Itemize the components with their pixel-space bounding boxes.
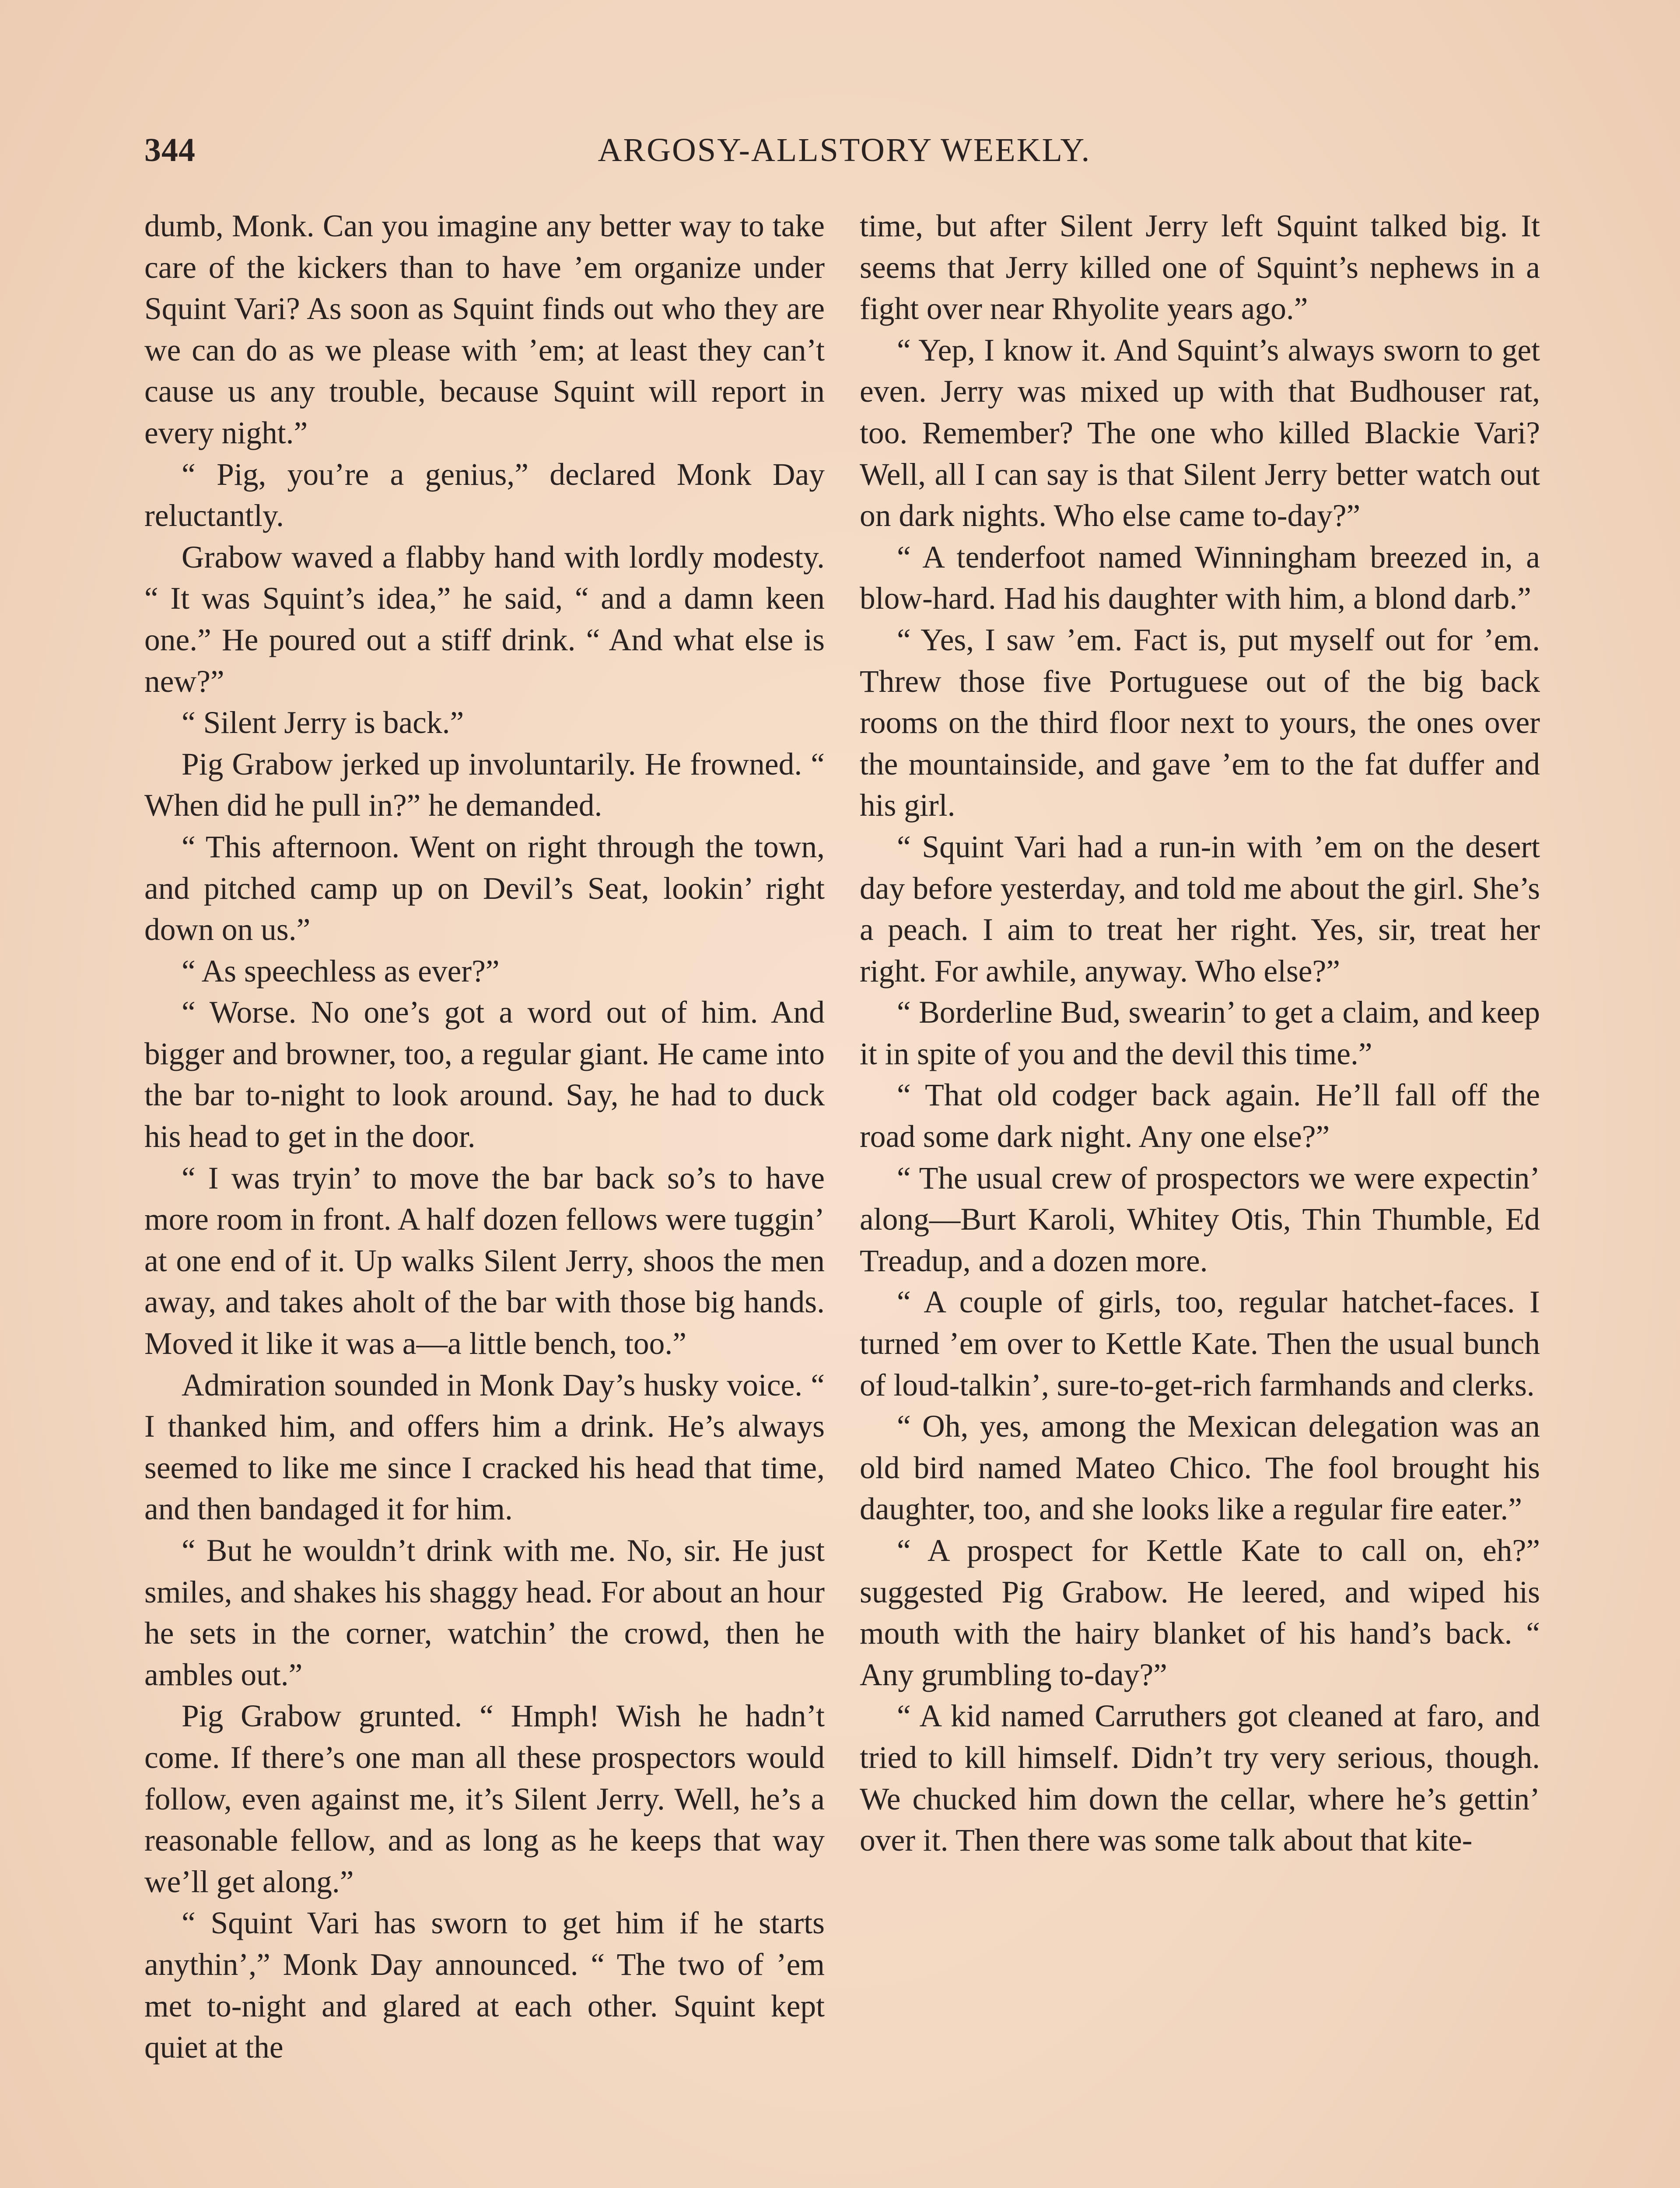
paragraph: “ Silent Jerry is back.” (182, 705, 464, 740)
paragraph: “ A tenderfoot named Winningham breezed in, a blow-hard. Had his daughter with him, a blond darb.” (860, 540, 1540, 616)
paragraph: time, but after Silent Jerry left Squint talked big. It seems that Jerry killed one of Squint’s nephews in a fight over near Rhyolite years ago.” (860, 209, 1540, 326)
paragraph: Admiration sounded in Monk Day’s husky voice. “ I thanked him, and offers him a drink. He’s always seemed to like me since I cracked his head that time, and then bandaged it for him. (144, 1368, 825, 1527)
paragraph: “ Squint Vari had a run-in with ’em on the desert day before yesterday, and told me about the girl. She’s a peach. I aim to treat her right. Yes, sir, treat her right. For awhile, anyway. Who else?” (860, 829, 1540, 989)
paragraph: “ Oh, yes, among the Mexican delegation was an old bird named Mateo Chico. The fool brought his daughter, too, and she looks like a regular fire eater.” (860, 1409, 1540, 1527)
paragraph: “ The usual crew of prospectors we were expectin’ along—Burt Karoli, Whitey Otis, Thin Thumble, Ed Treadup, and a dozen more. (860, 1161, 1540, 1278)
paragraph: “ But he wouldn’t drink with me. No, sir. He just smiles, and shakes his shaggy head. For about an hour he sets in the corner, watchin’ the crowd, then he ambles out.” (144, 1533, 825, 1692)
paragraph: Pig Grabow grunted. “ Hmph! Wish he hadn’t come. If there’s one man all these prospectors would follow, even against me, it’s Silent Jerry. Well, he’s a reasonable fellow, and as long as he keeps that way we’ll get along.” (144, 1699, 825, 1899)
paragraph: “ Yes, I saw ’em. Fact is, put myself out for ’em. Threw those five Portuguese out of the big back rooms on the third floor next to yours, the ones over the mountainside, and gave ’em to the fat duffer and his girl. (860, 622, 1540, 823)
paragraph: “ Worse. No one’s got a word out of him. And bigger and browner, too, a regular giant. He came into the bar to-night to look around. Say, he had to duck his head to get in the door. (144, 995, 825, 1154)
paragraph: “ A couple of girls, too, regular hatchet-faces. I turned ’em over to Kettle Kate. Then the usual bunch of loud-talkin’, sure-to-get-rich farmhands and clerks. (860, 1285, 1540, 1403)
paragraph: “ Yep, I know it. And Squint’s always sworn to get even. Jerry was mixed up with that Budhouser rat, too. Remember? The one who killed Blackie Vari? Well, all I can say is that Silent Jerry better watch out on dark nights. Who else came to-day?” (860, 333, 1540, 533)
page-header (144, 131, 1544, 179)
running-title: ARGOSY-ALLSTORY WEEKLY. (598, 132, 1091, 168)
paragraph: “ A kid named Carruthers got cleaned at faro, and tried to kill himself. Didn’t try very serious, though. We chucked him down the cellar, where he’s gettin’ over it. Then there was some talk about that kite- (860, 1699, 1540, 1858)
paragraph: “ Borderline Bud, swearin’ to get a claim, and keep it in spite of you and the devil this time.” (860, 995, 1540, 1071)
left-column (144, 206, 825, 2188)
paragraph: “ Squint Vari has sworn to get him if he starts anythin’,” Monk Day announced. “ The two of ’em met to-night and glared at each other. Squint kept quiet at the (144, 1906, 825, 2065)
paragraph: “ As speechless as ever?” (182, 954, 500, 989)
paragraph: “ Pig, you’re a genius,” declared Monk Day reluctantly. (144, 457, 825, 533)
text-columns (144, 206, 1540, 2188)
right-column (860, 206, 1540, 2188)
paragraph: “ A prospect for Kettle Kate to call on, eh?” suggested Pig Grabow. He leered, and wiped his mouth with the hairy blanket of his hand’s back. “ Any grumbling to-day?” (860, 1533, 1540, 1692)
paragraph: Grabow waved a flabby hand with lordly modesty. “ It was Squint’s idea,” he said, “ and a damn keen one.” He poured out a stiff drink. “ And what else is new?” (144, 540, 825, 699)
paragraph: Pig Grabow jerked up involuntarily. He frowned. “ When did he pull in?” he demanded. (144, 747, 825, 823)
paragraph: “ That old codger back again. He’ll fall off the road some dark night. Any one else?” (860, 1078, 1540, 1154)
page-number: 344 (144, 132, 196, 168)
paragraph: dumb, Monk. Can you imagine any better way to take care of the kickers than to have ’em organize under Squint Vari? As soon as Squint finds out who they are we can do as we please with ’em; at least they can’t cause us any trouble, because Squint will report in every night.” (144, 209, 825, 450)
paragraph: “ I was tryin’ to move the bar back so’s to have more room in front. A half dozen fellows were tuggin’ at one end of it. Up walks Silent Jerry, shoos the men away, and takes aholt of the bar with those big hands. Moved it like it was a—a little bench, too.” (144, 1161, 825, 1361)
paragraph: “ This afternoon. Went on right through the town, and pitched camp up on Devil’s Seat, lookin’ right down on us.” (144, 829, 825, 947)
